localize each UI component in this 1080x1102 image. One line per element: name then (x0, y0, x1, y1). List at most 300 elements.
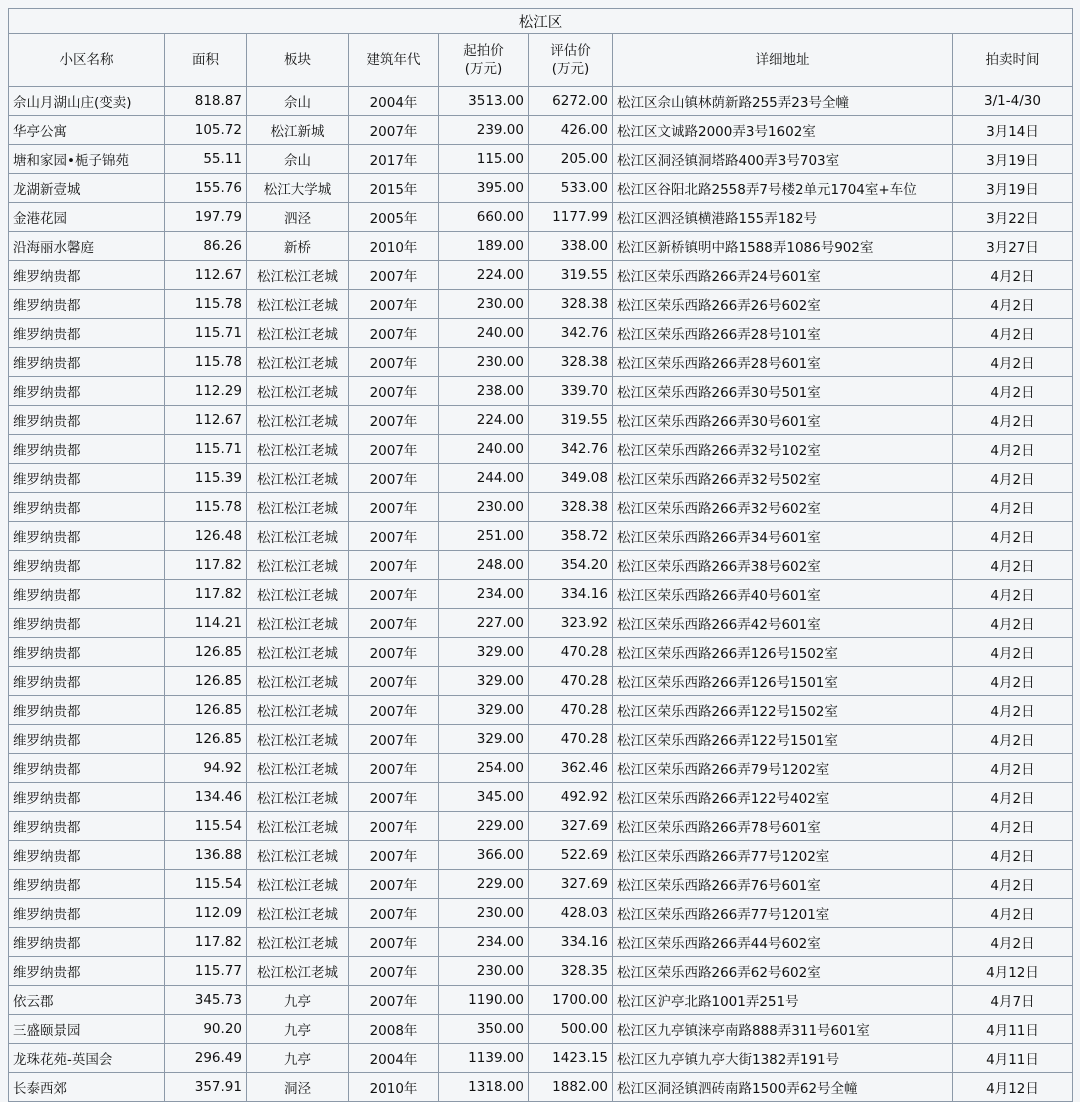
table-row (9, 435, 1073, 464)
cell-start-price: 230.00 (439, 348, 529, 377)
cell-date: 4月2日 (953, 348, 1073, 377)
cell-name: 维罗纳贵都 (9, 638, 165, 667)
cell-address: 松江区荣乐西路266弄32号102室 (613, 435, 953, 464)
cell-address: 松江区荣乐西路266弄30号601室 (613, 406, 953, 435)
cell-year: 2007年 (349, 261, 439, 290)
cell-name: 龙湖新壹城 (9, 174, 165, 203)
cell-name: 长泰西郊 (9, 1073, 165, 1102)
cell-year: 2004年 (349, 87, 439, 116)
cell-eval-price: 1882.00 (529, 1073, 613, 1102)
cell-date: 4月2日 (953, 580, 1073, 609)
cell-block: 泗泾 (247, 203, 349, 232)
cell-block: 松江松江老城 (247, 899, 349, 928)
cell-block: 松江松江老城 (247, 319, 349, 348)
cell-start-price: 230.00 (439, 957, 529, 986)
cell-date: 4月2日 (953, 725, 1073, 754)
cell-block: 洞泾 (247, 1073, 349, 1102)
cell-area: 126.85 (165, 696, 247, 725)
table-row (9, 754, 1073, 783)
cell-block: 松江松江老城 (247, 609, 349, 638)
cell-eval-price: 328.35 (529, 957, 613, 986)
cell-date: 3月27日 (953, 232, 1073, 261)
cell-address: 松江区荣乐西路266弄76号601室 (613, 870, 953, 899)
cell-block: 松江大学城 (247, 174, 349, 203)
cell-eval-price: 342.76 (529, 319, 613, 348)
cell-year: 2010年 (349, 232, 439, 261)
header-area: 面积 (165, 34, 247, 87)
cell-block: 松江松江老城 (247, 638, 349, 667)
cell-eval-price: 319.55 (529, 261, 613, 290)
cell-block: 九亭 (247, 1015, 349, 1044)
cell-start-price: 240.00 (439, 319, 529, 348)
cell-area: 115.71 (165, 435, 247, 464)
cell-date: 4月11日 (953, 1015, 1073, 1044)
cell-area: 94.92 (165, 754, 247, 783)
cell-start-price: 350.00 (439, 1015, 529, 1044)
cell-area: 126.85 (165, 725, 247, 754)
cell-area: 114.21 (165, 609, 247, 638)
table-row (9, 638, 1073, 667)
cell-area: 136.88 (165, 841, 247, 870)
table-row (9, 464, 1073, 493)
cell-start-price: 329.00 (439, 725, 529, 754)
cell-block: 新桥 (247, 232, 349, 261)
cell-date: 4月2日 (953, 667, 1073, 696)
cell-area: 117.82 (165, 551, 247, 580)
table-row (9, 899, 1073, 928)
cell-area: 115.39 (165, 464, 247, 493)
cell-block: 松江松江老城 (247, 696, 349, 725)
cell-start-price: 251.00 (439, 522, 529, 551)
cell-eval-price: 426.00 (529, 116, 613, 145)
cell-start-price: 115.00 (439, 145, 529, 174)
cell-address: 松江区荣乐西路266弄78号601室 (613, 812, 953, 841)
cell-name: 维罗纳贵都 (9, 319, 165, 348)
cell-date: 4月2日 (953, 870, 1073, 899)
cell-area: 112.67 (165, 261, 247, 290)
table-row (9, 406, 1073, 435)
cell-year: 2007年 (349, 928, 439, 957)
cell-year: 2007年 (349, 406, 439, 435)
cell-address: 松江区荣乐西路266弄28号601室 (613, 348, 953, 377)
cell-address: 松江区荣乐西路266弄126号1502室 (613, 638, 953, 667)
cell-date: 3月14日 (953, 116, 1073, 145)
table-row (9, 551, 1073, 580)
cell-date: 4月2日 (953, 435, 1073, 464)
cell-block: 松江松江老城 (247, 841, 349, 870)
header-address: 详细地址 (613, 34, 953, 87)
cell-year: 2008年 (349, 1015, 439, 1044)
cell-year: 2007年 (349, 580, 439, 609)
header-name: 小区名称 (9, 34, 165, 87)
cell-year: 2007年 (349, 725, 439, 754)
cell-date: 4月2日 (953, 638, 1073, 667)
cell-eval-price: 358.72 (529, 522, 613, 551)
header-date: 拍卖时间 (953, 34, 1073, 87)
cell-block: 松江松江老城 (247, 435, 349, 464)
cell-area: 115.78 (165, 290, 247, 319)
cell-address: 松江区荣乐西路266弄30号501室 (613, 377, 953, 406)
cell-year: 2007年 (349, 638, 439, 667)
cell-date: 4月2日 (953, 812, 1073, 841)
cell-year: 2017年 (349, 145, 439, 174)
cell-address: 松江区荣乐西路266弄32号502室 (613, 464, 953, 493)
cell-area: 55.11 (165, 145, 247, 174)
cell-year: 2007年 (349, 783, 439, 812)
cell-start-price: 234.00 (439, 580, 529, 609)
cell-name: 金港花园 (9, 203, 165, 232)
cell-area: 126.85 (165, 638, 247, 667)
cell-year: 2007年 (349, 870, 439, 899)
cell-address: 松江区荣乐西路266弄62号602室 (613, 957, 953, 986)
cell-address: 松江区荣乐西路266弄40号601室 (613, 580, 953, 609)
table-row (9, 696, 1073, 725)
cell-area: 86.26 (165, 232, 247, 261)
table-row (9, 377, 1073, 406)
header-year: 建筑年代 (349, 34, 439, 87)
cell-date: 4月2日 (953, 464, 1073, 493)
table-row (9, 319, 1073, 348)
cell-block: 松江松江老城 (247, 957, 349, 986)
cell-date: 4月2日 (953, 261, 1073, 290)
cell-year: 2007年 (349, 609, 439, 638)
cell-date: 4月12日 (953, 1073, 1073, 1102)
table-row (9, 783, 1073, 812)
cell-block: 九亭 (247, 986, 349, 1015)
cell-eval-price: 328.38 (529, 290, 613, 319)
cell-block: 松江松江老城 (247, 290, 349, 319)
cell-area: 134.46 (165, 783, 247, 812)
cell-name: 维罗纳贵都 (9, 406, 165, 435)
cell-start-price: 227.00 (439, 609, 529, 638)
cell-date: 4月2日 (953, 522, 1073, 551)
cell-year: 2007年 (349, 348, 439, 377)
cell-date: 4月2日 (953, 493, 1073, 522)
cell-eval-price: 327.69 (529, 812, 613, 841)
cell-date: 4月2日 (953, 754, 1073, 783)
cell-start-price: 238.00 (439, 377, 529, 406)
cell-address: 松江区荣乐西路266弄122号402室 (613, 783, 953, 812)
cell-date: 4月2日 (953, 928, 1073, 957)
table-row (9, 986, 1073, 1015)
cell-block: 松江松江老城 (247, 377, 349, 406)
cell-area: 105.72 (165, 116, 247, 145)
cell-address: 松江区荣乐西路266弄34号601室 (613, 522, 953, 551)
table-row (9, 261, 1073, 290)
cell-eval-price: 327.69 (529, 870, 613, 899)
header-start-price-line2: (万元) (464, 61, 503, 77)
auction-table-container (8, 8, 1072, 1102)
table-row (9, 203, 1073, 232)
cell-start-price: 234.00 (439, 928, 529, 957)
cell-eval-price: 500.00 (529, 1015, 613, 1044)
table-header-row (9, 34, 1073, 87)
table-row (9, 812, 1073, 841)
cell-name: 维罗纳贵都 (9, 812, 165, 841)
cell-start-price: 395.00 (439, 174, 529, 203)
cell-year: 2007年 (349, 551, 439, 580)
cell-area: 115.78 (165, 348, 247, 377)
cell-date: 4月2日 (953, 290, 1073, 319)
cell-start-price: 248.00 (439, 551, 529, 580)
table-row (9, 174, 1073, 203)
cell-start-price: 329.00 (439, 696, 529, 725)
cell-year: 2007年 (349, 464, 439, 493)
cell-block: 松江新城 (247, 116, 349, 145)
cell-eval-price: 428.03 (529, 899, 613, 928)
cell-area: 90.20 (165, 1015, 247, 1044)
cell-address: 松江区荣乐西路266弄32号602室 (613, 493, 953, 522)
cell-eval-price: 334.16 (529, 580, 613, 609)
cell-date: 4月2日 (953, 841, 1073, 870)
table-row (9, 1073, 1073, 1102)
cell-year: 2007年 (349, 957, 439, 986)
cell-address: 松江区荣乐西路266弄79号1202室 (613, 754, 953, 783)
cell-block: 松江松江老城 (247, 667, 349, 696)
cell-address: 松江区荣乐西路266弄77号1201室 (613, 899, 953, 928)
cell-start-price: 254.00 (439, 754, 529, 783)
cell-address: 松江区九亭镇九亭大街1382弄191号 (613, 1044, 953, 1073)
auction-table (8, 8, 1073, 1102)
cell-start-price: 189.00 (439, 232, 529, 261)
cell-name: 维罗纳贵都 (9, 841, 165, 870)
cell-name: 维罗纳贵都 (9, 870, 165, 899)
cell-eval-price: 334.16 (529, 928, 613, 957)
cell-block: 松江松江老城 (247, 725, 349, 754)
cell-name: 维罗纳贵都 (9, 377, 165, 406)
cell-year: 2007年 (349, 319, 439, 348)
cell-address: 松江区洞泾镇洞塔路400弄3号703室 (613, 145, 953, 174)
cell-start-price: 229.00 (439, 870, 529, 899)
cell-name: 维罗纳贵都 (9, 667, 165, 696)
cell-block: 松江松江老城 (247, 406, 349, 435)
cell-address: 松江区洞泾镇泗砖南路1500弄62号全幢 (613, 1073, 953, 1102)
cell-year: 2007年 (349, 841, 439, 870)
cell-name: 龙珠花苑-英国会 (9, 1044, 165, 1073)
cell-eval-price: 362.46 (529, 754, 613, 783)
cell-name: 佘山月湖山庄(变卖) (9, 87, 165, 116)
cell-date: 4月2日 (953, 899, 1073, 928)
cell-area: 296.49 (165, 1044, 247, 1073)
cell-name: 维罗纳贵都 (9, 609, 165, 638)
cell-block: 佘山 (247, 145, 349, 174)
cell-eval-price: 522.69 (529, 841, 613, 870)
cell-address: 松江区荣乐西路266弄38号602室 (613, 551, 953, 580)
cell-area: 115.54 (165, 870, 247, 899)
cell-area: 357.91 (165, 1073, 247, 1102)
cell-name: 沿海丽水馨庭 (9, 232, 165, 261)
table-row (9, 522, 1073, 551)
cell-date: 3月19日 (953, 174, 1073, 203)
cell-start-price: 240.00 (439, 435, 529, 464)
cell-start-price: 230.00 (439, 290, 529, 319)
cell-address: 松江区荣乐西路266弄42号601室 (613, 609, 953, 638)
cell-name: 维罗纳贵都 (9, 957, 165, 986)
cell-eval-price: 492.92 (529, 783, 613, 812)
table-title-row (9, 9, 1073, 34)
cell-area: 155.76 (165, 174, 247, 203)
table-row (9, 232, 1073, 261)
cell-name: 塘和家园•栀子锦苑 (9, 145, 165, 174)
table-row (9, 609, 1073, 638)
cell-eval-price: 323.92 (529, 609, 613, 638)
cell-eval-price: 205.00 (529, 145, 613, 174)
cell-start-price: 224.00 (439, 261, 529, 290)
cell-name: 华亭公寓 (9, 116, 165, 145)
cell-year: 2007年 (349, 812, 439, 841)
cell-block: 松江松江老城 (247, 580, 349, 609)
cell-year: 2005年 (349, 203, 439, 232)
cell-name: 依云郡 (9, 986, 165, 1015)
cell-start-price: 229.00 (439, 812, 529, 841)
cell-block: 松江松江老城 (247, 812, 349, 841)
cell-area: 112.67 (165, 406, 247, 435)
cell-name: 维罗纳贵都 (9, 580, 165, 609)
cell-block: 松江松江老城 (247, 522, 349, 551)
header-eval-price (529, 34, 613, 87)
cell-eval-price: 470.28 (529, 667, 613, 696)
cell-year: 2007年 (349, 522, 439, 551)
cell-address: 松江区泗泾镇横港路155弄182号 (613, 203, 953, 232)
cell-year: 2007年 (349, 899, 439, 928)
cell-name: 维罗纳贵都 (9, 725, 165, 754)
cell-date: 4月2日 (953, 783, 1073, 812)
cell-area: 112.29 (165, 377, 247, 406)
cell-eval-price: 349.08 (529, 464, 613, 493)
cell-eval-price: 470.28 (529, 638, 613, 667)
cell-name: 维罗纳贵都 (9, 464, 165, 493)
table-row (9, 870, 1073, 899)
cell-name: 维罗纳贵都 (9, 783, 165, 812)
table-row (9, 957, 1073, 986)
cell-year: 2007年 (349, 435, 439, 464)
cell-start-price: 1139.00 (439, 1044, 529, 1073)
cell-start-price: 329.00 (439, 667, 529, 696)
cell-block: 九亭 (247, 1044, 349, 1073)
cell-area: 117.82 (165, 928, 247, 957)
cell-start-price: 224.00 (439, 406, 529, 435)
cell-eval-price: 328.38 (529, 493, 613, 522)
cell-year: 2007年 (349, 290, 439, 319)
cell-date: 4月11日 (953, 1044, 1073, 1073)
cell-name: 维罗纳贵都 (9, 551, 165, 580)
cell-block: 松江松江老城 (247, 551, 349, 580)
cell-start-price: 329.00 (439, 638, 529, 667)
cell-eval-price: 319.55 (529, 406, 613, 435)
cell-year: 2007年 (349, 696, 439, 725)
cell-name: 维罗纳贵都 (9, 290, 165, 319)
table-row (9, 290, 1073, 319)
table-row (9, 87, 1073, 116)
cell-address: 松江区九亭镇涞亭南路888弄311号601室 (613, 1015, 953, 1044)
cell-name: 维罗纳贵都 (9, 493, 165, 522)
cell-area: 345.73 (165, 986, 247, 1015)
cell-address: 松江区荣乐西路266弄122号1502室 (613, 696, 953, 725)
header-eval-price-line1: 评估价 (550, 43, 591, 59)
table-row (9, 841, 1073, 870)
cell-address: 松江区荣乐西路266弄24号601室 (613, 261, 953, 290)
cell-date: 3月19日 (953, 145, 1073, 174)
cell-address: 松江区荣乐西路266弄126号1501室 (613, 667, 953, 696)
cell-address: 松江区荣乐西路266弄77号1202室 (613, 841, 953, 870)
header-eval-price-line2: (万元) (551, 61, 590, 77)
cell-block: 松江松江老城 (247, 493, 349, 522)
cell-address: 松江区新桥镇明中路1588弄1086号902室 (613, 232, 953, 261)
cell-eval-price: 328.38 (529, 348, 613, 377)
cell-start-price: 660.00 (439, 203, 529, 232)
cell-date: 4月12日 (953, 957, 1073, 986)
cell-start-price: 1190.00 (439, 986, 529, 1015)
cell-area: 818.87 (165, 87, 247, 116)
cell-address: 松江区谷阳北路2558弄7号楼2单元1704室+车位 (613, 174, 953, 203)
cell-date: 3/1-4/30 (953, 87, 1073, 116)
cell-date: 4月2日 (953, 609, 1073, 638)
cell-date: 4月2日 (953, 319, 1073, 348)
table-row (9, 1015, 1073, 1044)
cell-eval-price: 354.20 (529, 551, 613, 580)
cell-year: 2007年 (349, 667, 439, 696)
cell-date: 4月2日 (953, 551, 1073, 580)
cell-year: 2007年 (349, 986, 439, 1015)
cell-start-price: 230.00 (439, 899, 529, 928)
cell-year: 2007年 (349, 116, 439, 145)
cell-eval-price: 470.28 (529, 725, 613, 754)
cell-eval-price: 470.28 (529, 696, 613, 725)
cell-date: 4月2日 (953, 377, 1073, 406)
cell-year: 2010年 (349, 1073, 439, 1102)
cell-start-price: 366.00 (439, 841, 529, 870)
cell-eval-price: 1700.00 (529, 986, 613, 1015)
cell-date: 4月7日 (953, 986, 1073, 1015)
cell-name: 维罗纳贵都 (9, 754, 165, 783)
cell-start-price: 230.00 (439, 493, 529, 522)
cell-eval-price: 339.70 (529, 377, 613, 406)
cell-name: 维罗纳贵都 (9, 435, 165, 464)
cell-block: 松江松江老城 (247, 783, 349, 812)
cell-year: 2004年 (349, 1044, 439, 1073)
cell-start-price: 1318.00 (439, 1073, 529, 1102)
table-row (9, 928, 1073, 957)
cell-area: 117.82 (165, 580, 247, 609)
cell-block: 松江松江老城 (247, 261, 349, 290)
cell-start-price: 3513.00 (439, 87, 529, 116)
cell-area: 126.85 (165, 667, 247, 696)
header-start-price (439, 34, 529, 87)
cell-start-price: 244.00 (439, 464, 529, 493)
table-row (9, 116, 1073, 145)
cell-block: 佘山 (247, 87, 349, 116)
cell-name: 维罗纳贵都 (9, 348, 165, 377)
cell-address: 松江区荣乐西路266弄122号1501室 (613, 725, 953, 754)
cell-start-price: 345.00 (439, 783, 529, 812)
cell-area: 115.54 (165, 812, 247, 841)
table-row (9, 348, 1073, 377)
cell-eval-price: 338.00 (529, 232, 613, 261)
cell-block: 松江松江老城 (247, 870, 349, 899)
cell-block: 松江松江老城 (247, 754, 349, 783)
cell-date: 4月2日 (953, 696, 1073, 725)
cell-address: 松江区文诚路2000弄3号1602室 (613, 116, 953, 145)
table-row (9, 580, 1073, 609)
table-row (9, 1044, 1073, 1073)
cell-area: 197.79 (165, 203, 247, 232)
cell-name: 三盛颐景园 (9, 1015, 165, 1044)
cell-address: 松江区荣乐西路266弄28号101室 (613, 319, 953, 348)
table-row (9, 145, 1073, 174)
cell-address: 松江区沪亭北路1001弄251号 (613, 986, 953, 1015)
cell-eval-price: 342.76 (529, 435, 613, 464)
cell-address: 松江区荣乐西路266弄44号602室 (613, 928, 953, 957)
